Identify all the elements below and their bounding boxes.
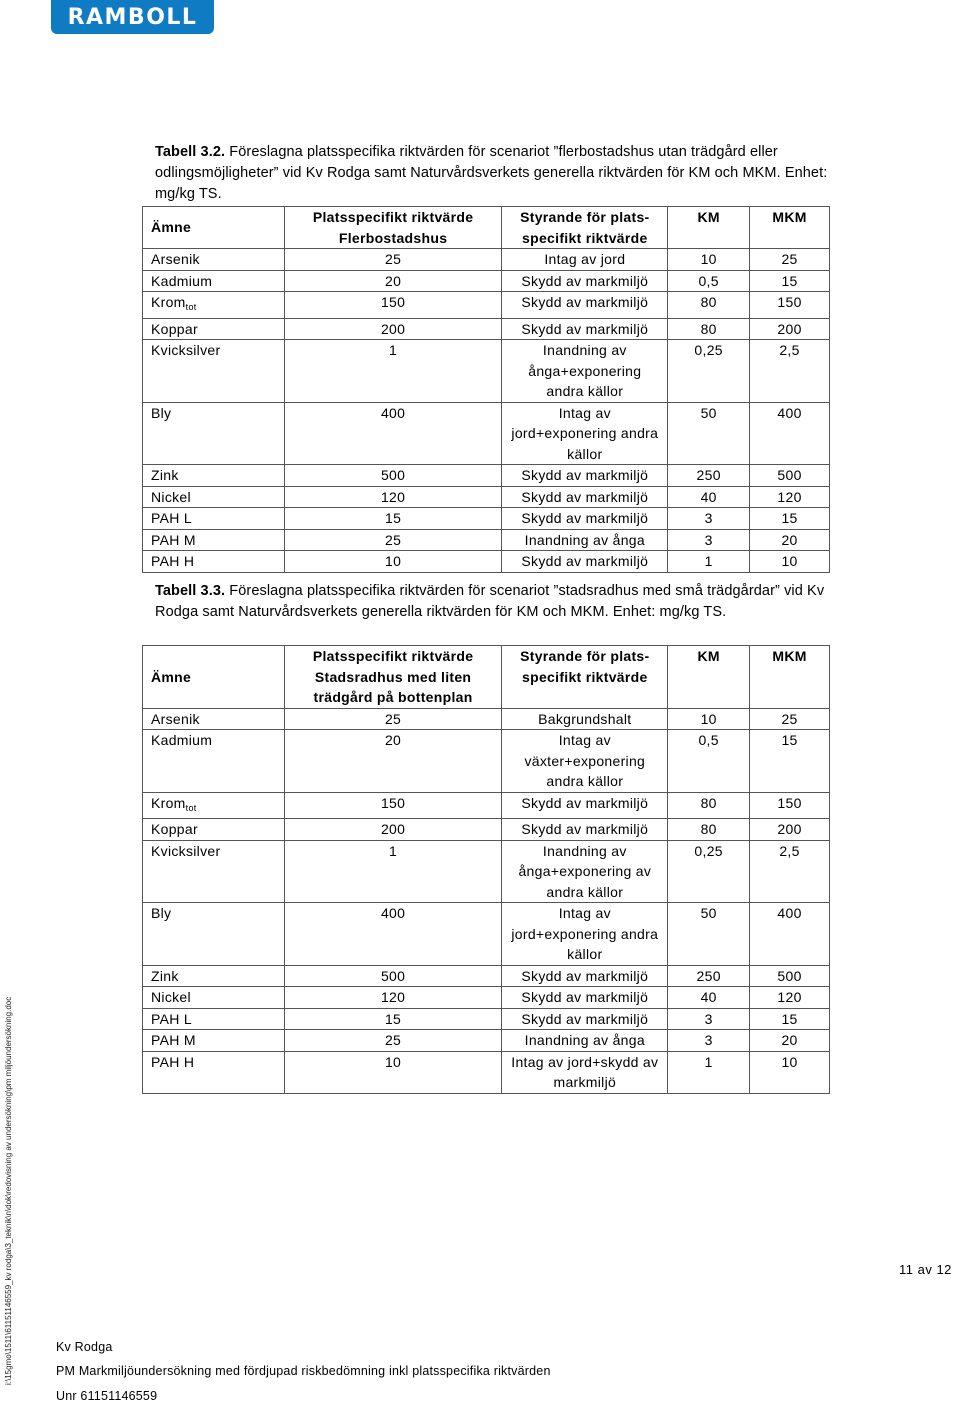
table-row — [143, 819, 830, 841]
cell-km — [668, 249, 750, 271]
cell-km-text: 50 — [700, 404, 717, 421]
cell-styrande — [502, 529, 668, 551]
header-amne: Ämne — [143, 646, 285, 709]
cell-amne-text: PAH M — [151, 1032, 196, 1048]
cell-styrande-text: Skydd av markmiljö — [521, 967, 649, 984]
table-row — [143, 708, 830, 730]
cell-mkm-text: 400 — [777, 404, 802, 421]
cell-styrande — [502, 987, 668, 1009]
cell-amne — [143, 903, 285, 966]
cell-amne-text: Kvicksilver — [151, 342, 221, 358]
cell-km-text: 1 — [704, 553, 713, 569]
cell-km-text: 250 — [696, 467, 721, 483]
cell-styrande — [502, 486, 668, 508]
cell-platsspecifikt — [284, 529, 502, 551]
cell-styrande-text: Intag av jord+exponering andra källor — [511, 404, 659, 462]
cell-platsspecifikt — [284, 551, 502, 573]
cell-km — [668, 486, 750, 508]
cell-amne-text: PAH H — [151, 1053, 195, 1070]
cell-mkm-text: 25 — [781, 251, 798, 267]
cell-styrande-text: Inandning av ånga — [524, 531, 645, 548]
cell-platsspecifikt — [284, 840, 502, 903]
cell-amne-text: Nickel — [151, 989, 191, 1005]
cell-km-text: 80 — [700, 821, 717, 837]
cell-styrande-text: Inandning av ånga+exponering andra källor — [528, 342, 642, 399]
cell-styrande — [502, 1008, 668, 1030]
cell-mkm-text: 400 — [777, 905, 802, 921]
table1-caption-text: Föreslagna platsspecifika riktvärden för scenariot ”flerbostadshus utan trädgård eller odlingsmöjligheter” vid Kv Rodga samt Naturvårdsverkets generella riktvärden för KM och MKM. Enhet: mg/kg TS. — [155, 144, 828, 202]
cell-platsspecifikt — [284, 965, 502, 987]
cell-platsspecifikt — [284, 1030, 502, 1052]
document-file-path: i:\15gmo\1511\61151146559_kv rodga\3_teknik\n\dok\redovisning av undersökning\pm miljöundersökning.doc — [4, 996, 13, 1385]
cell-mkm — [750, 270, 830, 292]
cell-styrande — [502, 508, 668, 530]
page-number: 11 av 12 — [899, 1262, 952, 1277]
cell-km — [668, 840, 750, 903]
cell-km — [668, 318, 750, 340]
table-row — [143, 270, 830, 292]
cell-amne-text: Koppar — [151, 320, 198, 337]
cell-platsspecifikt-text: 120 — [380, 488, 406, 505]
cell-mkm-text: 500 — [777, 467, 802, 483]
cell-mkm-text: 15 — [781, 510, 798, 526]
cell-amne-text: Kadmium — [151, 272, 213, 289]
cell-mkm-text: 500 — [777, 967, 802, 984]
cell-mkm-text: 10 — [781, 1053, 798, 1070]
cell-styrande-text: Skydd av markmiljö — [521, 272, 649, 289]
cell-amne — [143, 1030, 285, 1052]
cell-km — [668, 792, 750, 819]
header-mkm: MKM — [750, 207, 830, 249]
table2-caption-label: Tabell 3.3. — [155, 583, 226, 599]
cell-mkm-text: 15 — [781, 732, 798, 748]
cell-amne — [143, 340, 285, 403]
cell-platsspecifikt-text: 200 — [380, 821, 406, 837]
cell-amne-text: Arsenik — [151, 710, 200, 727]
table2 — [142, 645, 830, 1094]
cell-mkm — [750, 840, 830, 903]
cell-styrande-text: Skydd av markmiljö — [521, 553, 649, 569]
cell-km-text: 40 — [700, 989, 717, 1005]
cell-mkm — [750, 486, 830, 508]
cell-mkm — [750, 903, 830, 966]
cell-styrande-text: Bakgrundshalt — [538, 710, 632, 727]
subscript-text: tot — [185, 802, 197, 813]
cell-styrande — [502, 318, 668, 340]
cell-amne — [143, 708, 285, 730]
cell-amne — [143, 1051, 285, 1093]
cell-amne — [143, 792, 285, 819]
cell-km-text: 0,5 — [698, 272, 719, 289]
cell-mkm — [750, 708, 830, 730]
cell-amne — [143, 965, 285, 987]
cell-platsspecifikt — [284, 292, 502, 319]
cell-km-text: 0,25 — [694, 342, 723, 358]
cell-amne — [143, 318, 285, 340]
cell-styrande — [502, 792, 668, 819]
header-styrande: Styrande för plats-specifikt riktvärde — [502, 207, 668, 249]
cell-platsspecifikt-text: 120 — [380, 989, 406, 1005]
table-row — [143, 292, 830, 319]
header-styrande: Styrande för plats-specifikt riktvärde — [502, 646, 668, 709]
table-row — [143, 730, 830, 793]
cell-amne-text: PAH M — [151, 531, 196, 548]
table-row — [143, 1008, 830, 1030]
cell-mkm — [750, 987, 830, 1009]
cell-styrande-text: Skydd av markmiljö — [521, 488, 649, 505]
cell-platsspecifikt-text: 1 — [389, 842, 398, 859]
cell-platsspecifikt — [284, 270, 502, 292]
cell-amne — [143, 730, 285, 793]
table-row — [143, 965, 830, 987]
cell-mkm — [750, 465, 830, 487]
cell-km — [668, 292, 750, 319]
cell-styrande-text: Skydd av markmiljö — [521, 821, 649, 837]
cell-km-text: 250 — [696, 967, 721, 984]
cell-km — [668, 340, 750, 403]
table-row — [143, 840, 830, 903]
cell-styrande — [502, 270, 668, 292]
cell-platsspecifikt-text: 25 — [384, 710, 402, 727]
cell-km — [668, 708, 750, 730]
ramboll-logo: RAMBOLL — [51, 0, 214, 34]
cell-amne — [143, 840, 285, 903]
cell-mkm — [750, 965, 830, 987]
cell-km — [668, 987, 750, 1009]
table-row — [143, 402, 830, 465]
cell-platsspecifikt — [284, 819, 502, 841]
cell-platsspecifikt-text: 500 — [380, 967, 406, 984]
table-row — [143, 249, 830, 271]
cell-km-text: 0,25 — [694, 842, 723, 859]
cell-platsspecifikt — [284, 987, 502, 1009]
cell-amne — [143, 508, 285, 530]
cell-amne-text: Kvicksilver — [151, 842, 221, 859]
cell-mkm-text: 20 — [781, 1032, 798, 1048]
cell-amne-text: Nickel — [151, 488, 191, 505]
cell-styrande-text: Skydd av markmiljö — [521, 794, 649, 811]
cell-amne-text: Bly — [151, 404, 172, 421]
cell-styrande — [502, 965, 668, 987]
cell-mkm — [750, 819, 830, 841]
cell-platsspecifikt-text: 400 — [380, 404, 406, 421]
cell-km-text: 10 — [700, 710, 717, 727]
cell-km-text: 80 — [700, 794, 717, 811]
cell-km — [668, 819, 750, 841]
cell-platsspecifikt — [284, 318, 502, 340]
cell-km — [668, 465, 750, 487]
cell-km-text: 40 — [700, 488, 717, 505]
table-row — [143, 529, 830, 551]
cell-km — [668, 551, 750, 573]
cell-mkm — [750, 249, 830, 271]
cell-amne-text: Krom — [151, 794, 186, 811]
cell-km — [668, 402, 750, 465]
cell-mkm-text: 10 — [781, 553, 798, 569]
cell-styrande — [502, 1030, 668, 1052]
cell-mkm-text: 20 — [781, 531, 798, 548]
cell-mkm-text: 200 — [777, 320, 802, 337]
cell-amne — [143, 819, 285, 841]
header-platsspecifikt: Platsspecifikt riktvärde Stadsradhus med liten trädgård på bottenplan — [284, 646, 502, 709]
table-row — [143, 486, 830, 508]
cell-km — [668, 508, 750, 530]
cell-platsspecifikt — [284, 1051, 502, 1093]
cell-km — [668, 965, 750, 987]
cell-km-text: 0,5 — [698, 732, 719, 748]
cell-km — [668, 1051, 750, 1093]
cell-mkm-text: 2,5 — [779, 842, 800, 859]
table-row — [143, 318, 830, 340]
cell-styrande-text: Skydd av markmiljö — [521, 294, 649, 310]
cell-platsspecifikt-text: 500 — [380, 467, 406, 483]
cell-mkm — [750, 402, 830, 465]
cell-amne — [143, 1008, 285, 1030]
table1-header-row — [143, 207, 830, 249]
cell-amne — [143, 465, 285, 487]
cell-mkm — [750, 1030, 830, 1052]
subscript-text: tot — [185, 302, 197, 312]
cell-styrande-text: Intag av jord+skydd av markmiljö — [511, 1053, 659, 1090]
table-row — [143, 465, 830, 487]
table1-caption — [155, 142, 845, 205]
table2-header-row — [143, 646, 830, 709]
cell-platsspecifikt-text: 150 — [380, 294, 406, 310]
cell-platsspecifikt-text: 25 — [384, 1032, 402, 1048]
cell-platsspecifikt-text: 200 — [380, 320, 406, 337]
cell-styrande — [502, 551, 668, 573]
cell-amne — [143, 486, 285, 508]
cell-platsspecifikt-text: 1 — [389, 342, 398, 358]
cell-mkm — [750, 340, 830, 403]
cell-platsspecifikt — [284, 792, 502, 819]
cell-platsspecifikt-text: 20 — [384, 272, 402, 289]
cell-mkm — [750, 1008, 830, 1030]
cell-amne-text: PAH H — [151, 553, 195, 569]
cell-km — [668, 1030, 750, 1052]
cell-styrande-text: Intag av jord+exponering andra källor — [511, 905, 659, 962]
header-platsspecifikt: Platsspecifikt riktvärde Flerbostadshus — [284, 207, 502, 249]
cell-amne-text: Koppar — [151, 821, 198, 837]
cell-km — [668, 270, 750, 292]
cell-amne-text: Zink — [151, 967, 179, 984]
cell-platsspecifikt — [284, 903, 502, 966]
cell-platsspecifikt — [284, 708, 502, 730]
footer-project: Kv Rodga — [56, 1340, 113, 1354]
cell-amne-text: Bly — [151, 905, 172, 921]
cell-styrande — [502, 903, 668, 966]
table-row — [143, 903, 830, 966]
cell-amne — [143, 529, 285, 551]
cell-mkm — [750, 318, 830, 340]
cell-mkm-text: 15 — [781, 272, 798, 289]
cell-amne-text: Kadmium — [151, 732, 213, 748]
cell-amne — [143, 551, 285, 573]
cell-km-text: 3 — [704, 1010, 713, 1027]
cell-mkm-text: 200 — [777, 821, 802, 837]
cell-mkm — [750, 529, 830, 551]
cell-platsspecifikt-text: 15 — [384, 1010, 402, 1027]
table-row — [143, 792, 830, 819]
cell-platsspecifikt — [284, 486, 502, 508]
cell-km — [668, 1008, 750, 1030]
cell-platsspecifikt — [284, 508, 502, 530]
cell-mkm — [750, 730, 830, 793]
table-row — [143, 508, 830, 530]
table-row — [143, 1030, 830, 1052]
table-row — [143, 340, 830, 403]
cell-amne — [143, 402, 285, 465]
cell-amne — [143, 292, 285, 319]
header-km: KM — [668, 207, 750, 249]
cell-amne — [143, 987, 285, 1009]
cell-styrande — [502, 840, 668, 903]
cell-styrande-text: Skydd av markmiljö — [521, 510, 649, 526]
cell-km-text: 3 — [704, 510, 713, 526]
cell-km-text: 3 — [704, 531, 713, 548]
cell-km-text: 3 — [704, 1032, 713, 1048]
cell-mkm-text: 25 — [781, 710, 798, 727]
cell-km — [668, 529, 750, 551]
cell-styrande-text: Intag av jord — [544, 251, 626, 267]
cell-km-text: 10 — [700, 251, 717, 267]
table-row — [143, 551, 830, 573]
cell-platsspecifikt — [284, 465, 502, 487]
cell-amne-text: PAH L — [151, 1010, 192, 1027]
cell-amne — [143, 249, 285, 271]
cell-styrande — [502, 465, 668, 487]
cell-km — [668, 903, 750, 966]
cell-platsspecifikt-text: 20 — [384, 732, 402, 748]
cell-mkm — [750, 792, 830, 819]
cell-mkm — [750, 292, 830, 319]
cell-platsspecifikt-text: 10 — [384, 553, 402, 569]
cell-amne-text: Krom — [151, 294, 186, 310]
cell-platsspecifikt — [284, 340, 502, 403]
cell-mkm-text: 150 — [777, 294, 802, 310]
cell-styrande — [502, 340, 668, 403]
table-row — [143, 1051, 830, 1093]
cell-mkm-text: 150 — [777, 794, 802, 811]
cell-mkm — [750, 551, 830, 573]
footer-title: PM Markmiljöundersökning med fördjupad riskbedömning inkl platsspecifika riktvärden — [56, 1364, 551, 1378]
header-mkm: MKM — [750, 646, 830, 709]
cell-platsspecifikt — [284, 730, 502, 793]
table2-caption-text: Föreslagna platsspecifika riktvärden för scenariot ”stadsradhus med små trädgårdar” vid Kv Rodga samt Naturvårdsverkets generella riktvärden för KM och MKM. Enhet: mg/kg TS. — [155, 583, 825, 620]
cell-platsspecifikt — [284, 1008, 502, 1030]
table2-caption — [155, 581, 845, 623]
cell-platsspecifikt — [284, 249, 502, 271]
cell-styrande-text: Skydd av markmiljö — [521, 467, 649, 483]
cell-platsspecifikt-text: 25 — [384, 251, 402, 267]
cell-km-text: 50 — [700, 905, 717, 921]
table-row — [143, 987, 830, 1009]
cell-platsspecifikt-text: 150 — [380, 794, 406, 811]
cell-mkm — [750, 1051, 830, 1093]
cell-styrande — [502, 708, 668, 730]
footer-unr: Unr 61151146559 — [56, 1389, 158, 1403]
cell-platsspecifikt — [284, 402, 502, 465]
cell-platsspecifikt-text: 10 — [384, 1053, 402, 1070]
cell-amne-text: PAH L — [151, 510, 192, 526]
cell-mkm-text: 120 — [777, 488, 802, 505]
cell-styrande — [502, 249, 668, 271]
cell-amne-text: Arsenik — [151, 251, 200, 267]
cell-mkm — [750, 508, 830, 530]
cell-km-text: 80 — [700, 294, 717, 310]
cell-styrande-text: Skydd av markmiljö — [521, 1010, 649, 1027]
cell-styrande-text: Intag av växter+exponering andra källor — [524, 732, 646, 789]
header-km: KM — [668, 646, 750, 709]
cell-styrande-text: Inandning av ånga — [524, 1032, 645, 1048]
cell-styrande-text: Skydd av markmiljö — [521, 989, 649, 1005]
table1 — [142, 206, 830, 573]
cell-km-text: 1 — [704, 1053, 713, 1070]
cell-styrande-text: Skydd av markmiljö — [521, 320, 649, 337]
cell-mkm-text: 120 — [777, 989, 802, 1005]
cell-styrande — [502, 819, 668, 841]
cell-styrande — [502, 292, 668, 319]
cell-styrande — [502, 730, 668, 793]
cell-platsspecifikt-text: 25 — [384, 531, 402, 548]
cell-mkm-text: 2,5 — [779, 342, 800, 358]
cell-styrande-text: Inandning av ånga+exponering av andra källor — [518, 842, 652, 900]
cell-styrande — [502, 402, 668, 465]
cell-km-text: 80 — [700, 320, 717, 337]
cell-amne — [143, 270, 285, 292]
table1-caption-label: Tabell 3.2. — [155, 144, 226, 160]
cell-platsspecifikt-text: 400 — [380, 905, 406, 921]
cell-km — [668, 730, 750, 793]
cell-styrande — [502, 1051, 668, 1093]
cell-mkm-text: 15 — [781, 1010, 798, 1027]
cell-platsspecifikt-text: 15 — [384, 510, 402, 526]
cell-amne-text: Zink — [151, 467, 179, 483]
header-amne: Ämne — [143, 207, 285, 249]
